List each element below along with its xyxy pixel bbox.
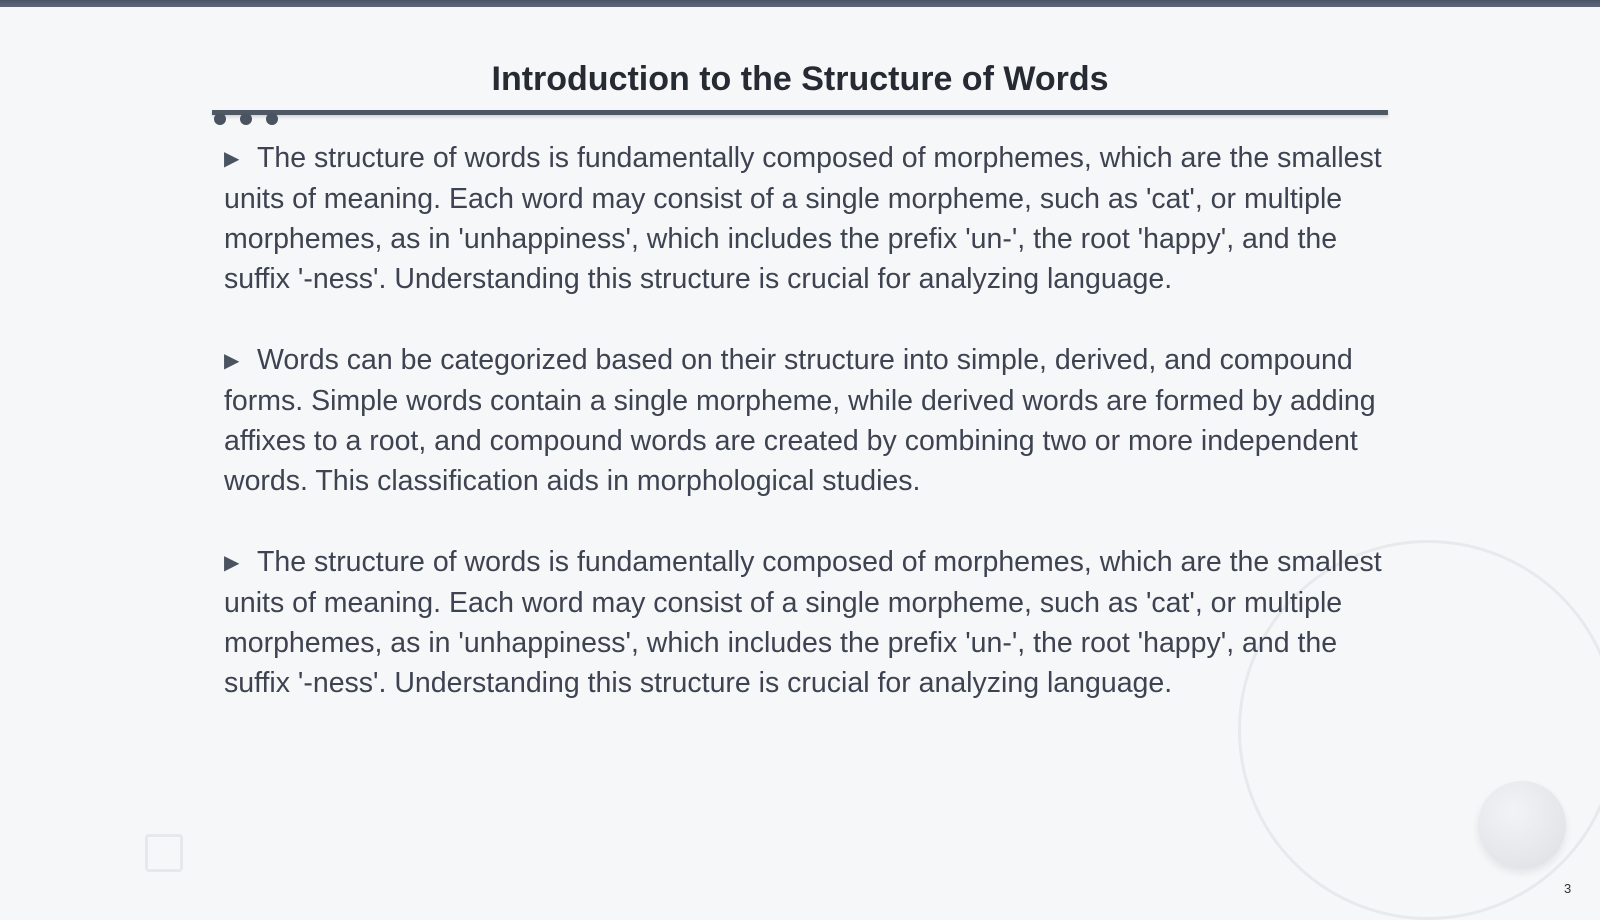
bullet-item: [224, 138, 1384, 299]
decorative-dot: [214, 113, 226, 125]
bullet-text: The structure of words is fundamentally composed of morphemes, which are the smallest units of meaning. Each word may consist of a single morpheme, such as 'cat', or multiple morphemes, as in 'unhappiness', which includes the prefix 'un-', the root 'happy', and the suffix '-ness'. Understanding this structure is crucial for analyzing language.: [224, 546, 1382, 699]
bullet-item: [224, 542, 1384, 703]
decorative-circle: [1478, 781, 1566, 869]
bullet-arrow-icon: ▶: [224, 148, 240, 170]
decorative-dot: [266, 113, 278, 125]
slide-title: Introduction to the Structure of Words: [491, 60, 1109, 98]
bullet-item: [224, 340, 1384, 501]
bullet-arrow-icon: ▶: [224, 350, 240, 372]
bullet-text: The structure of words is fundamentally composed of morphemes, which are the smallest units of meaning. Each word may consist of a single morpheme, such as 'cat', or multiple morphemes, as in 'unhappiness', which includes the prefix 'un-', the root 'happy', and the suffix '-ness'. Understanding this structure is crucial for analyzing language.: [224, 142, 1382, 295]
decorative-square: [145, 834, 183, 872]
bullet-text: Words can be categorized based on their structure into simple, derived, and compound forms. Simple words contain a single morpheme, while derived words are formed by adding affixes to a root, and compound words are created by combining two or more independent words. This classification aids in morphological studies.: [224, 344, 1376, 497]
bullet-arrow-icon: ▶: [224, 552, 240, 574]
bullet-list: [224, 138, 1384, 744]
decorative-dot: [240, 113, 252, 125]
title-underline: [212, 110, 1388, 115]
top-accent-bar: [0, 0, 1600, 7]
page-number: 3: [1564, 881, 1572, 896]
